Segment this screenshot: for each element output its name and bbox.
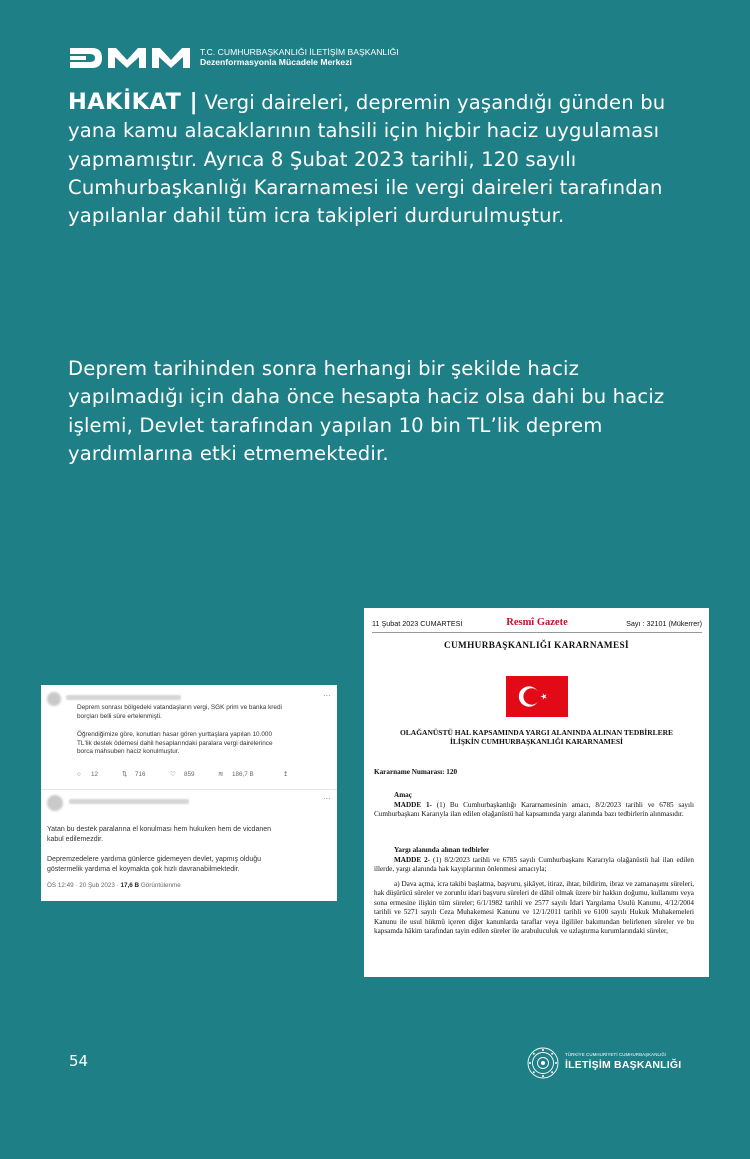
views-icon: ≋ bbox=[218, 771, 224, 778]
tweet-1-line-4: TL'lik destek ödemesi dahil hesaplarındaki paralara vergi dairelerince bbox=[77, 739, 273, 747]
decree-heading-line-1: OLAĞANÜSTÜ HAL KAPSAMINDA YARGI ALANINDA ALINAN TEDBİRLERE bbox=[399, 728, 674, 737]
tweet-time: ÖS 12:49 · 20 Şub 2023 · bbox=[47, 882, 121, 889]
tweet-screenshot bbox=[41, 685, 337, 901]
madde-1-text: (1) Bu Cumhurbaşkanlığı Kararnamesinin amacı, 8/2/2023 tarihli ve 6785 sayılı Cumhurbaşkanı Kararıyla ilan edilen olağanüstü hal kapsamında yargı alanında bazı tedbirlerin alınmasıdır. bbox=[374, 801, 695, 819]
madde-2 bbox=[374, 856, 694, 875]
org-line-2: Dezenformasyonla Mücadele Merkezi bbox=[200, 57, 352, 67]
tweet-1-line-3: Öğrendiğimize göre, konutları hasar gören yurttaşlara yapılan 10.000 bbox=[77, 731, 273, 738]
tweet-views-label: Görüntülenme bbox=[139, 882, 181, 889]
decree-heading-line-2: İLİŞKİN CUMHURBAŞKANLIĞI KARARNAMESİ bbox=[450, 737, 623, 747]
org-name bbox=[200, 47, 399, 67]
blurred-avatar bbox=[47, 795, 63, 811]
tweet-2-line-4: göstermelik yardıma el koymakta çok hızlı davranabilmektedir. bbox=[47, 865, 240, 873]
tweet-2-line-3: Depremzedelere yardıma günlerce gidemeyen devlet, yapmış olduğu bbox=[47, 856, 262, 863]
masthead-divider bbox=[372, 632, 702, 633]
views-count: 186,7 B bbox=[232, 771, 254, 778]
dmm-logo-mark bbox=[70, 48, 194, 68]
madde-2-text: (1) 8/2/2023 tarihli ve 6785 sayılı Cumhurbaşkanı Kararıyla olağanüstü hal ilan edilen illerde, yargı alanında hak kayıplarının önlenmesi amacıyla; bbox=[374, 856, 694, 874]
ib-big-text: İLETİŞİM BAŞKANLIĞI bbox=[565, 1059, 682, 1071]
section-yargi: Yargı alanında alınan tedbirler bbox=[394, 846, 490, 854]
retweet-count: 716 bbox=[135, 771, 146, 778]
more-icon: ··· bbox=[323, 691, 331, 700]
gazette-date: 11 Şubat 2023 CUMARTESİ bbox=[372, 619, 463, 628]
madde-2-label: MADDE 2- bbox=[394, 856, 431, 864]
fact-paragraph-1 bbox=[68, 88, 688, 230]
gazette-masthead bbox=[372, 618, 702, 630]
share-icon: ↥ bbox=[283, 771, 289, 778]
tweet-actions bbox=[77, 771, 317, 781]
reply-count: 12 bbox=[91, 771, 99, 778]
tweet-2-header bbox=[47, 795, 331, 809]
like-count: 859 bbox=[184, 771, 195, 778]
fact-text-1: Vergi daireleri, depremin yaşandığı günden bu yana kamu alacaklarının tahsili için hiçbir haciz uygulaması yapmamıştır. Ayrıca 8 Şubat 2023 tarihli, 120 sayılı Cumhurbaşkanlığı Kararnamesi ile vergi daireleri tarafından yapılanlar dahil tüm icra takipleri durdurulmuştur. bbox=[68, 91, 666, 228]
official-gazette bbox=[364, 608, 709, 977]
tweet-2-line-1: Yatan bu destek paralarına el konulması hem hukuken hem de vicdanen bbox=[47, 826, 272, 833]
turkish-flag-icon bbox=[506, 676, 568, 717]
madde-1 bbox=[374, 801, 694, 820]
tweet-2-line-2: kabul edilemezdir. bbox=[47, 835, 104, 843]
gazette-issue: Sayı : 32101 (Mükerrer) bbox=[626, 619, 702, 628]
more-icon: ··· bbox=[323, 794, 331, 803]
decree-number: Kararname Numarası: 120 bbox=[374, 768, 458, 776]
blurred-avatar bbox=[47, 692, 61, 706]
tweet-1-line-2: borçları belli süre ertelenmişti. bbox=[77, 712, 162, 720]
madde-1-label: MADDE 1- bbox=[394, 801, 432, 809]
clause-a: a) Dava açma, icra takibi başlatma, başvuru, şikâyet, itiraz, ihtar, bildirim, ibraz ve zamanaşımı süreleri, hak düşürücü süreler ve zorunlu idari başvuru süreleri de dâhil olmak üzere bir hakkın doğumu, kullanımı veya sona ermesine ilişkin tüm süreler; 6/1/1982 tarihli ve 2577 sayılı İdari Yargılama Usulü Kanunu, 4/12/2004 tarihli ve 5271 sayılı Ceza Muhakemesi Kanunu ve 12/1/2011 tarihli ve 6100 sayılı Hukuk Muhakemeleri Kanunu ile usul hükmü içeren diğer kanunlarda taraflar veya ilgililer bakımından belirlenen süreler ve bu kapsamda hâkim tarafından tayin edilen süreler ile arabuluculuk ve uzlaştırma kurumlarındaki süreler, bbox=[374, 880, 694, 936]
like-icon: ♡ bbox=[170, 771, 176, 778]
presidency-emblem-icon bbox=[527, 1047, 559, 1079]
retweet-icon: ⇅ bbox=[122, 771, 128, 778]
page-number: 54 bbox=[69, 1052, 89, 1070]
tweet-1-line-5: borca mahsuben haciz konulmuştur. bbox=[77, 748, 180, 755]
blurred-username bbox=[66, 695, 181, 700]
tweet-1-line-1: Deprem sonrası bölgedeki vatandaşların vergi, SGK prim ve banka kredi bbox=[77, 704, 282, 711]
org-line-1: T.C. CUMHURBAŞKANLIĞI İLETİŞİM BAŞKANLIĞI bbox=[200, 47, 399, 57]
blurred-username bbox=[69, 799, 189, 804]
tweet-footer bbox=[47, 882, 181, 890]
tweet-views: 17,6 B bbox=[120, 882, 140, 889]
gazette-name: Resmî Gazete bbox=[506, 617, 568, 628]
reply-icon: ○ bbox=[77, 771, 81, 778]
fact-paragraph-2: Deprem tarihinden sonra herhangi bir şekilde haciz yapılmadığı için daha önce hesapta haciz olsa dahi bu haciz işlemi, Devlet tarafından yapılan 10 bin TL’lik deprem yardımlarına etki etmemektedir. bbox=[68, 357, 665, 465]
decree-heading bbox=[364, 728, 709, 746]
ib-small-text: TÜRKİYE CUMHURİYETİ CUMHURBAŞKANLIĞI bbox=[565, 1052, 667, 1057]
dmm-logo bbox=[70, 47, 194, 69]
gazette-title: CUMHURBAŞKANLIĞI KARARNAMESİ bbox=[443, 640, 629, 650]
hakikat-label: HAKİKAT | bbox=[68, 89, 199, 115]
section-amac: Amaç bbox=[394, 791, 412, 799]
tweet-divider bbox=[41, 789, 337, 790]
